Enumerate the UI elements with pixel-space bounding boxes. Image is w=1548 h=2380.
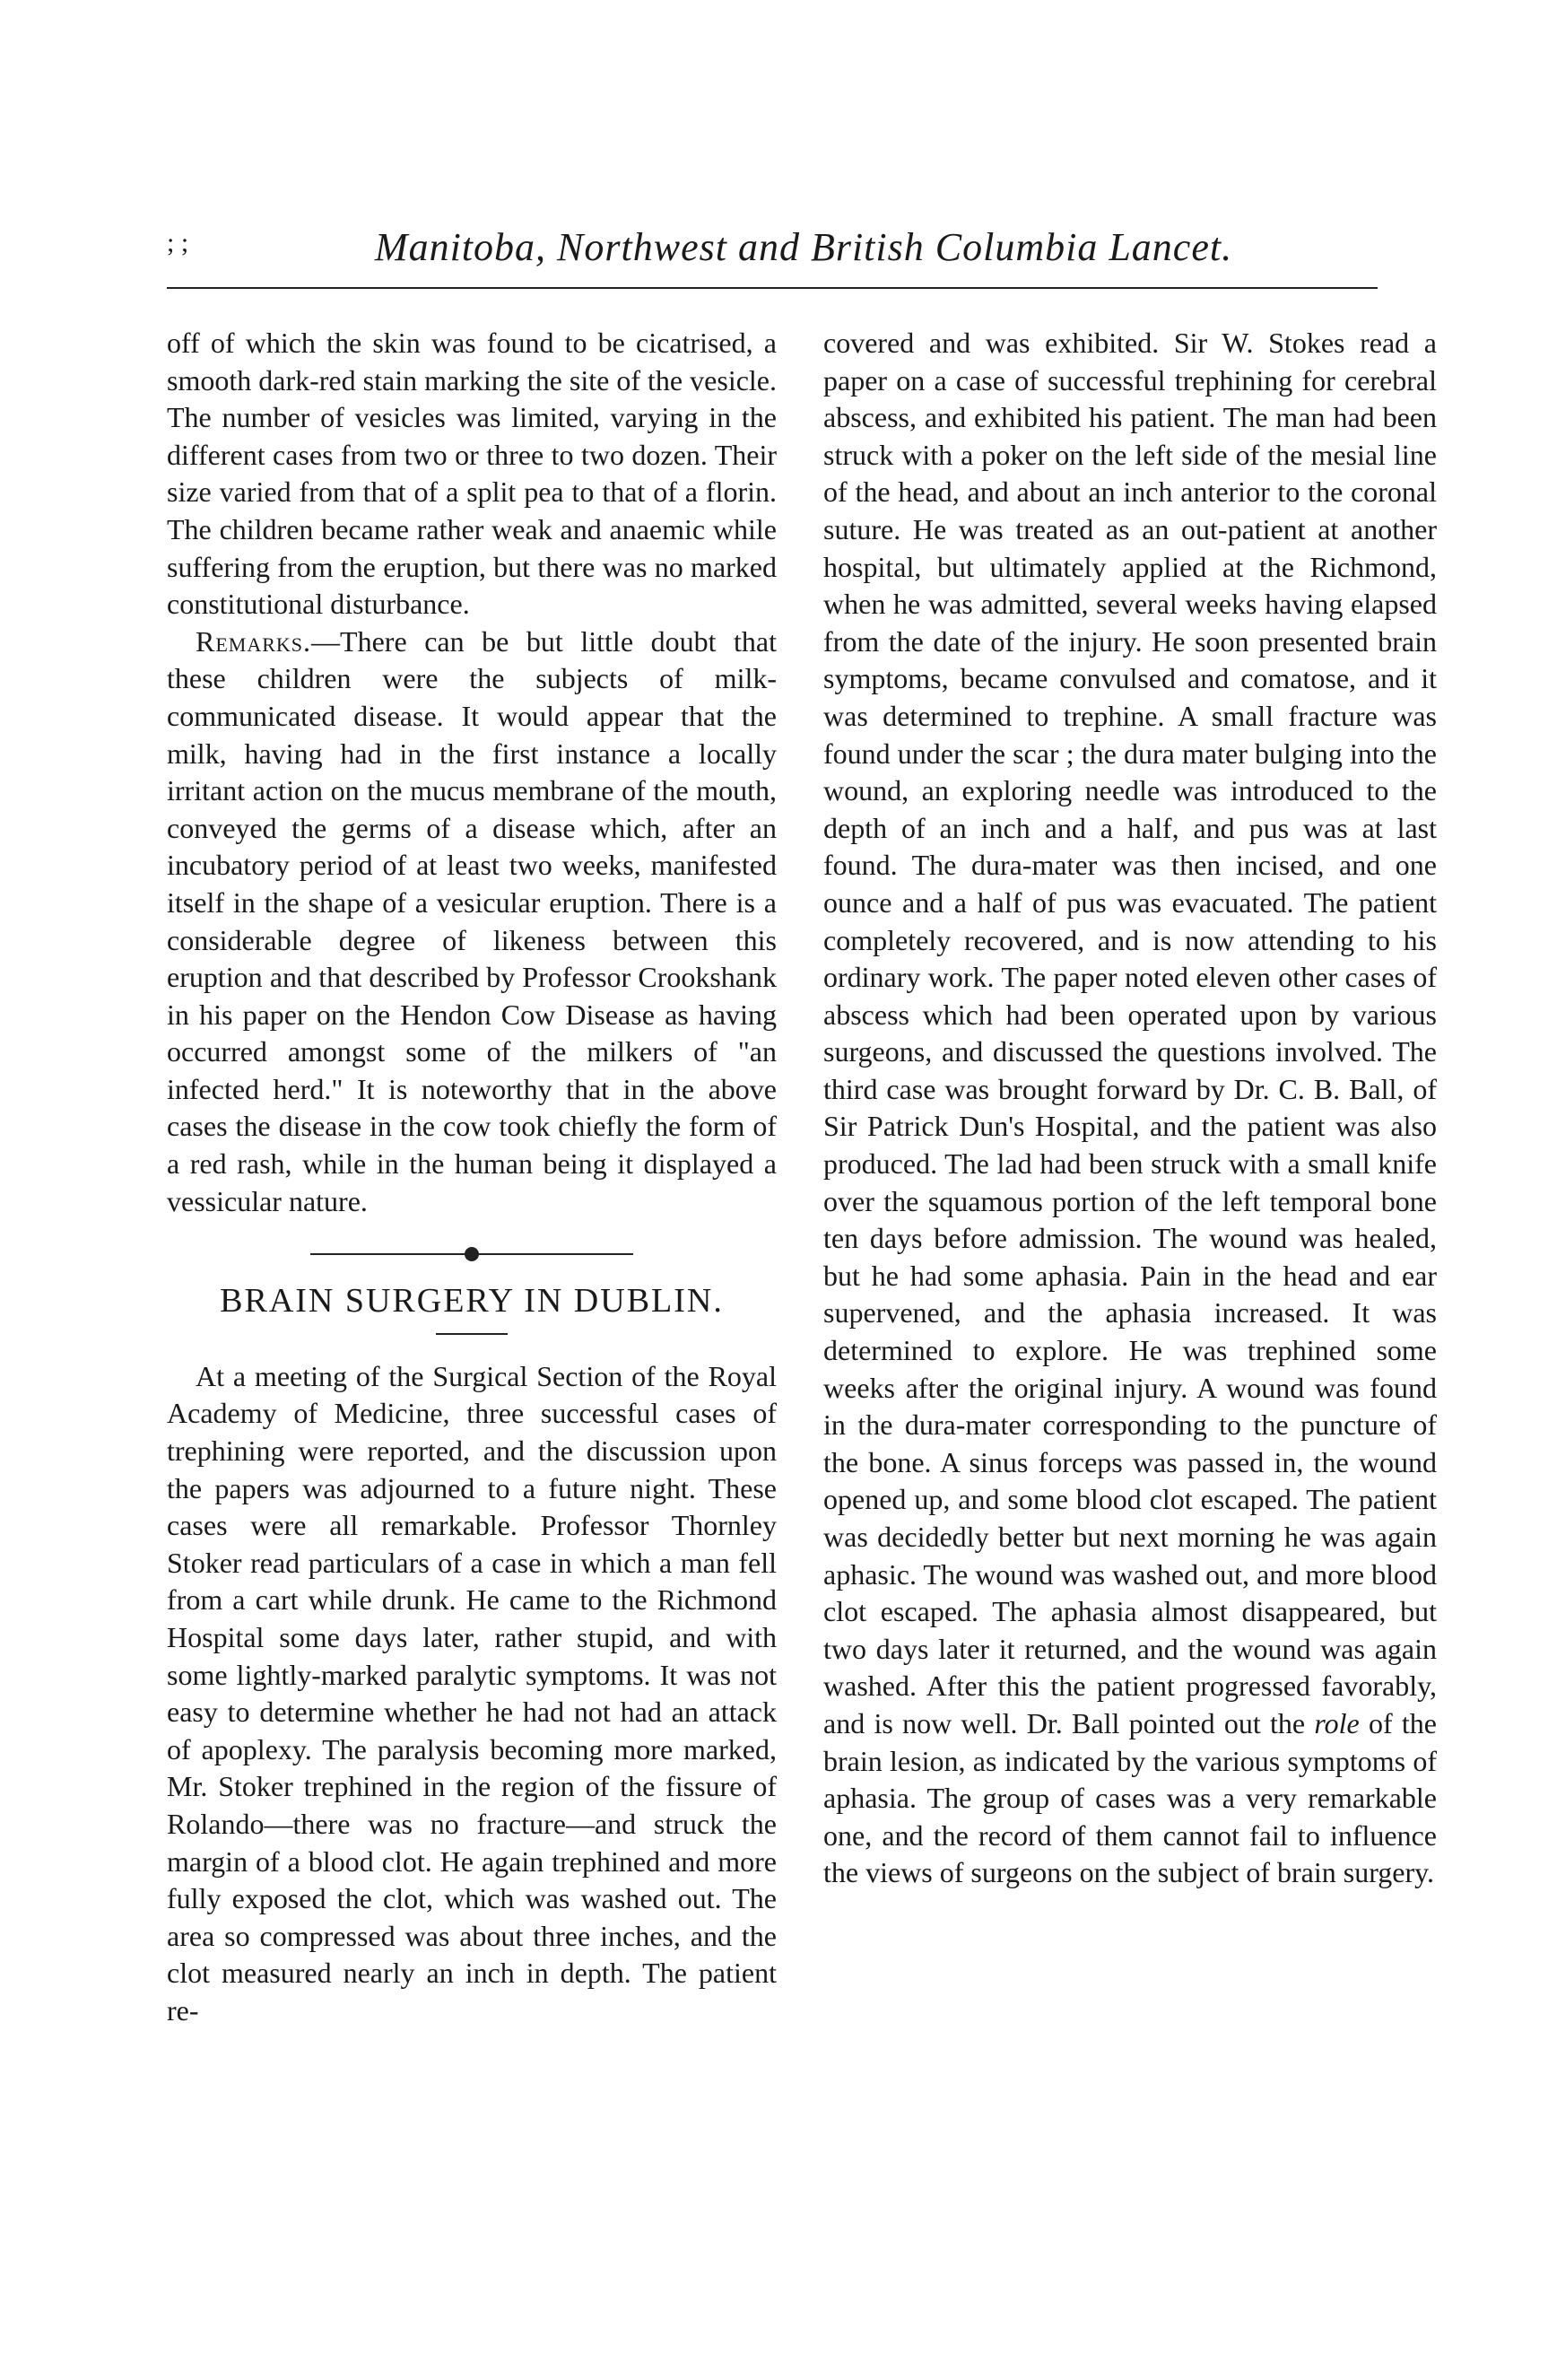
section-ornament [167,1236,777,1272]
title-rule [436,1333,508,1335]
paragraph-text-start: covered and was exhibited. Sir W. Stokes read a paper on a case of successful trephining for cerebral abscess, and exhibited his patient. The man had been struck with a poker on the left side of the mesial line of the head, and about an inch anterior to the coronal suture. He was treated as an out-patient at another hospital, but ultimately applied at the Richmond, when he was admitted, several weeks having elapsed from the date of the injury. He soon presented brain symptoms, became convulsed and comatose, and it was determined to trephine. A small fracture was found under the scar ; the dura mater bulging into the wound, an exploring needle was introduced to the depth of an inch and a half, and pus was at last found. The dura-mater was then incised, and one ounce and a half of pus was evacuated. The patient completely recovered, and is now attending to his ordinary work. The paper noted eleven other cases of abscess which had been operated upon by various surgeons, and discussed the questions involved. The third case was brought forward by Dr. C. B. Ball, of Sir Patrick Dun's Hospital, and the patient was also produced. The lad had been struck with a small knife over the squamous portion of the left temporal bone ten days before admission. The wound was healed, but he had some aphasia. Pain in the head and ear supervened, and the aphasia increased. It was determined to explore. He was trephined some weeks after the original injury. A wound was found in the dura-mater corresponding to the puncture of the bone. A sinus forceps was passed in, the wound opened up, and some blood clot escaped. The patient was decidedly better but next morning he was again aphasic. The wound was washed out, and more blood clot escaped. The aphasia almost disappeared, but two days later it returned, and the wound was again washed. After this the patient progressed favorably, and is now well. Dr. Ball pointed out the [823,327,1437,1739]
ornament-dot [465,1247,479,1261]
left-column [167,325,777,2030]
right-column [823,325,1437,1892]
paragraph-brain-surgery: At a meeting of the Surgical Section of the Royal Academy of Medicine, three successful cases of trephining were reported, and the discussion upon the papers was adjourned to a future night. These cases were all remarkable. Professor Thornley Stoker read particulars of a case in which a man fell from a cart while drunk. He came to the Richmond Hospital some days later, rather stupid, and with some lightly-marked paralytic symptoms. It was not easy to determine whether he had not had an attack of apoplexy. The paralysis becoming more marked, Mr. Stoker trephined in the region of the fissure of Rolando—there was no fracture—and struck the margin of a blood clot. He again trephined and more fully exposed the clot, which was washed out. The area so compressed was about three inches, and the clot measured nearly an inch in depth. The patient re- [167,1359,777,2027]
paragraph-trephining-cases [823,325,1437,1892]
remarks-label: Remarks. [196,624,312,658]
remarks-text: —There can be but little doubt that these children were the subjects of milk-communicated disease. It would appear that the milk, having had in the first instance a locally irritant action on the mucus membrane of the mouth, conveyed the germs of a disease which, after an incubatory period of at least two weeks, manifested itself in the shape of a vesicular eruption. There is a considerable degree of likeness between this eruption and that described by Professor Crookshank in his paper on the Hendon Cow Disease as having occurred amongst some of the milkers of "an infected herd." It is noteworthy that in the above cases the disease in the cow took chiefly the form of a red rash, while in the human being it displayed a vessicular nature. [167,624,777,1217]
section-title: BRAIN SURGERY IN DUBLIN. [220,1282,724,1321]
header-rule [167,287,1378,289]
paragraph-eruption-description: off of which the skin was found to be cicatrised, a smooth dark-red stain marking the site of the vesicle. The number of vesicles was limited, varying in the different cases from two or three to two dozen. Their size varied from that of a split pea to that of a florin. The children became rather weak and anaemic while suffering from the eruption, but there was no marked constitutional disturbance. [167,327,777,621]
role-word: role [1314,1706,1360,1739]
page-number: ; ; [167,228,189,257]
paragraph-text-end: of the brain lesion, as indicated by the various symptoms of aphasia. The group of cases was a very remarkable one, and the record of them cannot fail to influence the views of surgeons on the subject of brain surgery. [823,1706,1438,1889]
page-header [167,224,1378,278]
running-title: Manitoba, Northwest and British Columbia Lancet. [374,225,1233,269]
paragraph-remarks [167,623,777,1221]
